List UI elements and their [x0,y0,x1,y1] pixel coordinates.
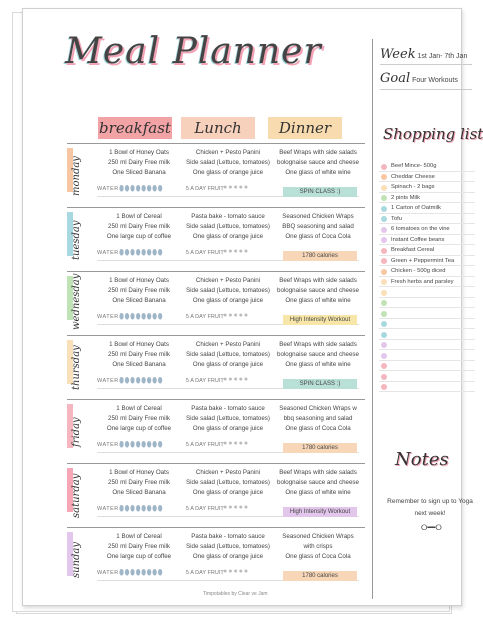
dumbbell-icon: ⭘━⭘ [421,523,442,532]
fruit-label: 5 A DAY FRUIT [186,250,224,256]
bullet-dot-icon [381,384,387,390]
dinner-line: One glass of Coca Cola [285,553,351,560]
dinner-cell [271,532,365,562]
dinner-cell [271,340,365,370]
lunch-line: Pasta bake - tomato sauce [191,213,265,220]
lunch-line: One glass of orange juice [192,553,264,560]
bullet-dot-icon [381,300,387,306]
shopping-item [379,172,475,183]
breakfast-line: One large cup of coffee [106,425,172,432]
shopping-item [379,161,475,172]
dinner-cell [271,276,365,306]
water-label: WATER [97,506,119,512]
lunch-cell [183,276,273,306]
shopping-item [379,235,475,246]
bullet-dot-icon [381,248,387,254]
dinner-line: bolognaise sauce and cheese [277,287,359,294]
shopping-item-text: Spinach - 2 bags [391,184,435,190]
dinner-line: Beef Wraps with side salads [279,341,357,348]
breakfast-line: 250 ml Dairy Free milk [108,543,170,550]
day-name: friday [71,417,82,447]
day-name: saturday [71,473,82,519]
shopping-item [379,287,475,298]
goal-label: Goal [380,71,411,86]
lunch-cell [183,404,273,434]
day-row-thursday [67,335,365,401]
shopping-item [379,266,475,277]
page-title: Meal Planner [65,31,322,72]
dinner-line: Seasoned Chicken Wraps [282,533,354,540]
shopping-item [379,224,475,235]
bullet-dot-icon [381,195,387,201]
dinner-line: Seasoned Chicken Wraps [282,213,354,220]
breakfast-line: 1 Bowl of Honey Oats [109,469,169,476]
bullet-dot-icon [381,279,387,285]
shopping-list-title: Shopping list [383,125,483,143]
dinner-line: bolognaise sauce and cheese [277,479,359,486]
day-row-sunday [67,527,365,593]
dinner-line: One glass of white wine [285,169,351,176]
day-name: tuesday [71,220,82,260]
fruit-label: 5 A DAY FRUIT [186,570,224,576]
shopping-item [379,298,475,309]
dinner-line: Beef Wraps with side salads [279,277,357,284]
day-row-monday [67,143,365,209]
fruit-label: 5 A DAY FRUIT [186,186,224,192]
bullet-dot-icon [381,374,387,380]
bullet-dot-icon [381,216,387,222]
day-name: thursday [71,345,82,391]
day-name: wednesday [71,273,82,330]
bullet-dot-icon [381,164,387,170]
lunch-line: One glass of orange juice [192,297,264,304]
week-value: 1st Jan- 7th Jan [417,53,468,60]
breakfast-line: One Sliced Banana [112,489,166,496]
breakfast-cell [93,404,185,434]
bullet-dot-icon [381,321,387,327]
water-label: WATER [97,186,119,192]
water-drops-icon: ⬮⬮⬮⬮⬮⬮⬮⬮ [119,248,164,257]
shopping-item [379,371,475,382]
dinner-line: One glass of Coca Cola [285,425,351,432]
breakfast-line: 1 Bowl of Cereal [116,405,162,412]
dinner-line: with crisps [303,543,333,550]
breakfast-cell [93,468,185,498]
fruit-label: 5 A DAY FRUIT [186,378,224,384]
water-drops-icon: ⬮⬮⬮⬮⬮⬮⬮⬮ [119,312,164,321]
shopping-item-text: Instant Coffee beans [391,236,445,243]
lunch-line: Side salad (Lettuce, tomatoes) [186,351,270,358]
lunch-line: Side salad (Lettuce, tomatoes) [186,287,270,294]
shopping-item [379,245,475,256]
week-label: Week [380,47,416,62]
shopping-item-text: Cheddar Cheese [391,173,435,180]
notes-title: Notes [395,449,449,470]
shopping-item [379,340,475,351]
breakfast-line: 1 Bowl of Honey Oats [109,149,169,156]
shopping-item [379,203,475,214]
breakfast-line: 1 Bowl of Cereal [116,533,162,540]
shopping-item-text: Beef Mince- 500g [391,163,437,169]
lunch-line: One glass of orange juice [192,233,264,240]
breakfast-cell [93,276,185,306]
day-note-label: High Intensity Workout [283,507,357,517]
lunch-line: Chicken + Pesto Panini [195,149,261,156]
goal-underline [380,89,472,90]
shopping-item [379,214,475,225]
lunch-line: Chicken + Pesto Panini [195,277,261,284]
day-name: sunday [71,541,82,579]
fruit-dots-icon: ●●●●● [223,568,250,575]
dinner-line: Beef Wraps with side salads [279,149,357,156]
breakfast-line: 1 Bowl of Cereal [116,213,162,220]
dinner-line: bolognaise sauce and cheese [277,351,359,358]
lunch-line: One glass of orange juice [192,169,264,176]
fruit-dots-icon: ●●●●● [223,248,250,255]
day-note-label: 1780 calories [283,571,357,581]
water-label: WATER [97,570,119,576]
sidebar-divider [372,39,373,599]
fruit-label: 5 A DAY FRUIT [186,314,224,320]
shopping-item-text: Chicken - 500g diced [391,268,446,274]
lunch-line: Side salad (Lettuce, tomatoes) [186,415,270,422]
lunch-line: Pasta bake - tomato sauce [191,533,265,540]
dinner-line: bolognaise sauce and cheese [277,159,359,166]
bullet-dot-icon [381,185,387,191]
bullet-dot-icon [381,342,387,348]
day-note-label: SPIN CLASS :) [283,379,357,389]
shopping-item [379,256,475,267]
dinner-cell [271,404,365,434]
water-label: WATER [97,314,119,320]
dinner-line: BBQ seasoning and salad [282,223,354,230]
dinner-cell [271,212,365,242]
breakfast-line: 1 Bowl of Honey Oats [109,341,169,348]
shopping-item [379,277,475,288]
dinner-line: One glass of white wine [285,489,351,496]
week-underline [380,64,472,65]
shopping-item-text: Breakfast Cereal [391,247,435,253]
column-header-lunch: Lunch [181,117,255,139]
breakfast-cell [93,532,185,562]
shopping-item-text: 6 tomatoes on the vine [391,226,450,232]
breakfast-line: 1 Bowl of Honey Oats [109,277,169,284]
fruit-dots-icon: ●●●●● [223,440,250,447]
bullet-dot-icon [381,174,387,180]
breakfast-line: 250 ml Dairy Free milk [108,159,170,166]
day-row-saturday [67,463,365,529]
lunch-cell [183,468,273,498]
meal-planner-sheet [22,8,483,606]
dinner-line: Beef Wraps with side salads [279,469,357,476]
goal-field [380,71,458,86]
shopping-item-text: Tofu [391,215,402,222]
breakfast-line: 250 ml Dairy Free milk [108,287,170,294]
water-label: WATER [97,250,119,256]
lunch-cell [183,340,273,370]
dinner-line: Seasoned Chicken Wraps w [279,405,357,412]
dinner-line: One glass of white wine [285,297,351,304]
day-row-wednesday [67,271,365,337]
bullet-dot-icon [381,258,387,264]
notes-text: Remember to sign up to Yoga next week! [387,498,473,517]
breakfast-line: One large cup of coffee [106,553,172,560]
bullet-dot-icon [381,311,387,317]
water-drops-icon: ⬮⬮⬮⬮⬮⬮⬮⬮ [119,504,164,513]
breakfast-line: One Sliced Banana [112,361,166,368]
dinner-line: One glass of Coca Cola [285,233,351,240]
breakfast-line: One Sliced Banana [112,169,166,176]
water-drops-icon: ⬮⬮⬮⬮⬮⬮⬮⬮ [119,568,164,577]
breakfast-cell [93,148,185,178]
breakfast-cell [93,340,185,370]
bullet-dot-icon [381,332,387,338]
fruit-label: 5 A DAY FRUIT [186,506,224,512]
lunch-cell [183,532,273,562]
bullet-dot-icon [381,206,387,212]
shopping-item [379,382,475,393]
water-label: WATER [97,442,119,448]
bullet-dot-icon [381,290,387,296]
water-drops-icon: ⬮⬮⬮⬮⬮⬮⬮⬮ [119,184,164,193]
day-note-label: 1780 calories [283,251,357,261]
fruit-dots-icon: ●●●●● [223,184,250,191]
fruit-dots-icon: ●●●●● [223,504,250,511]
breakfast-line: 250 ml Dairy Free milk [108,223,170,230]
shopping-item-text: 1 Carton of Oatmilk [391,205,441,211]
bullet-dot-icon [381,269,387,275]
shopping-item-text: Fresh herbs and parsley [391,278,454,285]
column-header-breakfast: breakfast [99,119,171,137]
dinner-cell [271,148,365,178]
shopping-item-text: 2 pints Milk [391,194,420,201]
fruit-label: 5 A DAY FRUIT [186,442,224,448]
water-drops-icon: ⬮⬮⬮⬮⬮⬮⬮⬮ [119,376,164,385]
water-label: WATER [97,378,119,384]
lunch-line: Side salad (Lettuce, tomatoes) [186,543,270,550]
column-header-dinner: Dinner [268,117,342,139]
lunch-line: Pasta bake - tomato sauce [191,405,265,412]
goal-value: Four Workouts [412,77,458,84]
lunch-line: Side salad (Lettuce, tomatoes) [186,159,270,166]
bullet-dot-icon [381,227,387,233]
fruit-dots-icon: ●●●●● [223,312,250,319]
shopping-item [379,182,475,193]
lunch-line: Side salad (Lettuce, tomatoes) [186,223,270,230]
shopping-item [379,308,475,319]
day-name: monday [71,156,82,196]
bullet-dot-icon [381,237,387,243]
breakfast-line: 250 ml Dairy Free milk [108,415,170,422]
breakfast-line: 250 ml Dairy Free milk [108,479,170,486]
lunch-cell [183,212,273,242]
week-field [380,47,467,62]
fruit-dots-icon: ●●●●● [223,376,250,383]
lunch-line: Side salad (Lettuce, tomatoes) [186,479,270,486]
day-row-tuesday [67,207,365,273]
lunch-line: One glass of orange juice [192,361,264,368]
dinner-line: One glass of white wine [285,361,351,368]
day-note-label: 1780 calories [283,443,357,453]
shopping-item [379,350,475,361]
lunch-line: Chicken + Pesto Panini [195,469,261,476]
dinner-line: bbq seasoning and salad [283,415,353,422]
breakfast-line: 250 ml Dairy Free milk [108,351,170,358]
shopping-item [379,329,475,340]
lunch-line: One glass of orange juice [192,425,264,432]
water-drops-icon: ⬮⬮⬮⬮⬮⬮⬮⬮ [119,440,164,449]
shopping-list [379,161,475,392]
lunch-cell [183,148,273,178]
day-note-label: High Intensity Workout [283,315,357,325]
breakfast-cell [93,212,185,242]
lunch-line: Chicken + Pesto Panini [195,341,261,348]
shopping-item [379,193,475,204]
bullet-dot-icon [381,363,387,369]
breakfast-line: One large cup of coffee [106,233,172,240]
lunch-line: One glass of orange juice [192,489,264,496]
footer-credit: Timpotables by Clear ve Jam [203,591,268,597]
breakfast-line: One Sliced Banana [112,297,166,304]
dinner-cell [271,468,365,498]
bullet-dot-icon [381,353,387,359]
shopping-item-text: Green + Peppermint Tea [391,257,455,264]
day-note-label: SPIN CLASS :) [283,187,357,197]
shopping-item [379,319,475,330]
shopping-item [379,361,475,372]
day-row-friday [67,399,365,465]
